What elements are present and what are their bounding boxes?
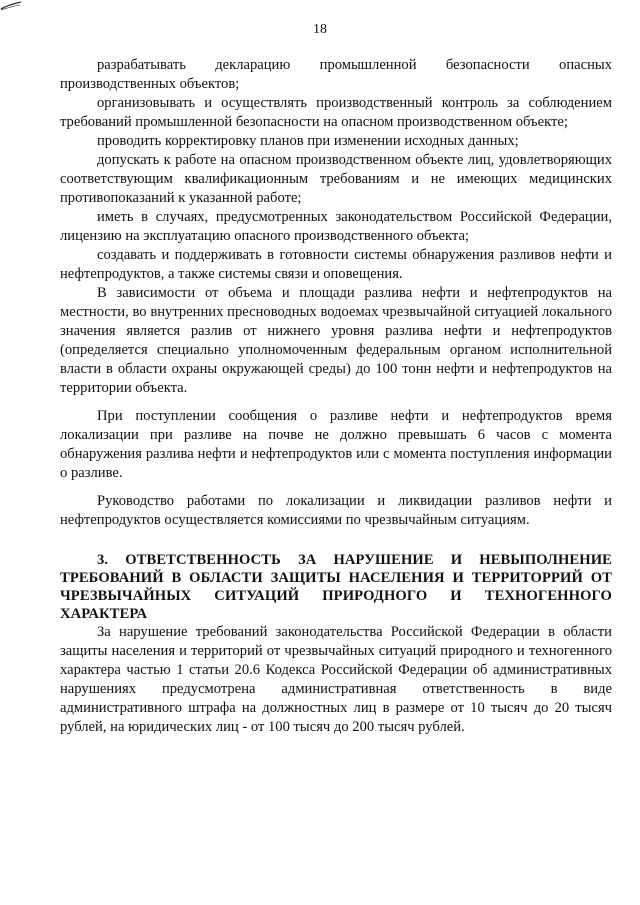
paragraph-plan-correction: проводить корректировку планов при изменении исходных данных;: [97, 133, 519, 149]
paragraph-production-control: организовывать и осуществлять производственный контроль за соблюдением требований промышленной безопасности на опасном производственном объекте;: [60, 95, 612, 130]
paragraph-commission-leadership: Руководство работами по локализации и ликвидации разливов нефти и нефтепродуктов осуществляется комиссиями по чрезвычайным ситуациям.: [60, 493, 612, 528]
scan-mark-icon: [0, 0, 22, 12]
paragraph-local-emergency: В зависимости от объема и площади разлива нефти и нефтепродуктов на местности, во внутренних пресноводных водоемах чрезвычайной ситуацией локального значения является разлив от нижнего уровня разлива нефти и нефтепродуктов (определяется специально уполномоченным федеральным органом исполнительной власти в области охраны окружающей среды) до 100 тонн нефти и нефтепродуктов на территории объекта.: [60, 285, 612, 396]
section-body: За нарушение требований законодательства Российской Федерации в области защиты населения и территорий от чрезвычайных ситуаций природного и техногенного характера частью 1 статьи 20.6 Кодекса Российской Федерации об административных нарушениях предусмотрена административная ответственность в виде административного штрафа на должностных лиц в размере от 10 тысяч до 20 тысяч рублей, на юридических лиц - от 100 тысяч до 200 тысяч рублей.: [60, 624, 612, 735]
page-number: 18: [313, 22, 327, 37]
section-heading: 3. ОТВЕТСТВЕННОСТЬ ЗА НАРУШЕНИЕ И НЕВЫПОЛНЕНИЕ ТРЕБОВАНИЙ В ОБЛАСТИ ЗАЩИТЫ НАСЕЛЕНИЯ И ТЕРРИТОРРИЙ ОТ ЧРЕЗВЫЧАЙНЫХ СИТУАЦИЙ ПРИРОДНОГО И ТЕХНОГЕННОГО ХАРАКТЕРА: [60, 552, 612, 622]
paragraph-localization-time: При поступлении сообщения о разливе нефти и нефтепродуктов время локализации при разливе на почве не должно превышать 6 часов с момента обнаружения разлива нефти и нефтепродуктов или с момента поступления информации о разливе.: [60, 408, 612, 481]
paragraph-license: иметь в случаях, предусмотренных законодательством Российской Федерации, лицензию на эксплуатацию опасного производственного объекта;: [60, 209, 612, 244]
document-body: [60, 56, 612, 737]
paragraph-declaration: разрабатывать декларацию промышленной безопасности опасных производственных объектов;: [60, 57, 612, 92]
paragraph-detection-systems: создавать и поддерживать в готовности системы обнаружения разливов нефти и нефтепродуктов, а также системы связи и оповещения.: [60, 247, 612, 282]
paragraph-personnel-admission: допускать к работе на опасном производственном объекте лиц, удовлетворяющих соответствующим квалификационным требованиям и не имеющих медицинских противопоказаний к указанной работе;: [60, 152, 612, 206]
